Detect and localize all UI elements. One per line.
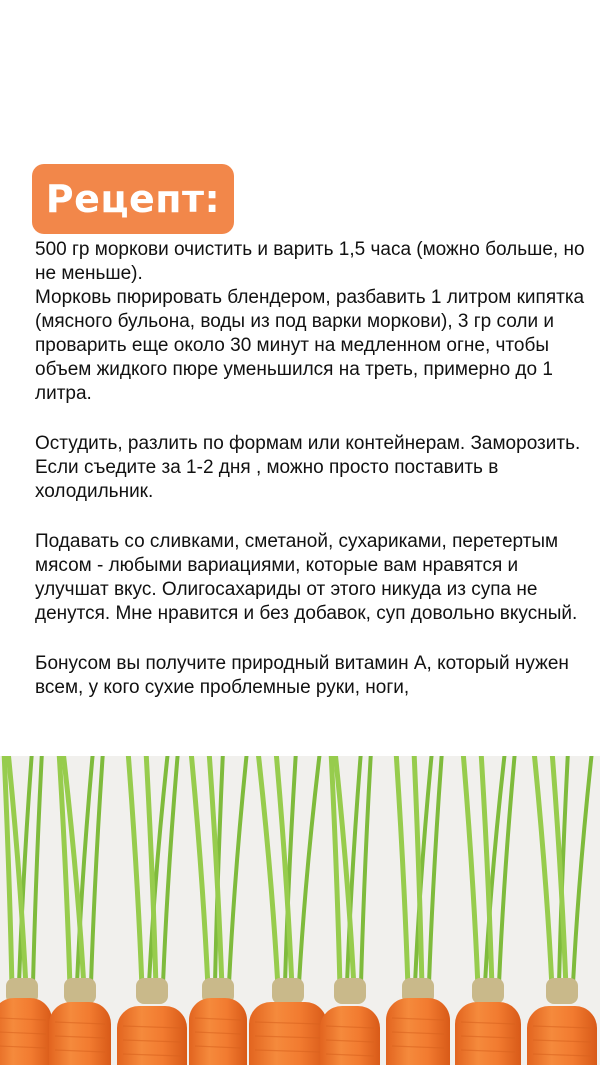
recipe-paragraph-boil: 500 гр моркови очистить и варить 1,5 часа (можно больше, но не меньше). [35,239,585,284]
recipe-badge: Рецепт: [32,164,234,234]
carrot-body [455,1002,521,1065]
carrot-neck [334,978,366,1004]
carrot-body [249,1002,327,1065]
carrots-photo [0,756,600,1065]
recipe-paragraph-fridge: Если съедите за 1-2 дня , можно просто поставить в холодильник. [35,457,499,502]
carrot-neck [472,978,504,1004]
recipe-paragraph-bonus: Бонусом вы получите природный витамин А, который нужен всем, у кого сухие проблемные руки, ноги, [35,653,569,698]
carrot-neck [64,978,96,1004]
carrot-neck [546,978,578,1004]
carrot-body [386,998,450,1065]
recipe-paragraph-serving: Подавать со сливками, сметаной, сухариками, перетертым мясом - любыми вариациями, которые вам нравятся и улучшат вкус. Олигосахариды от этого никуда из супа не денутся. Мне нравится и без добавок, суп довольно вкусный. [35,531,578,624]
recipe-paragraph-blend: Морковь пюрировать блендером, разбавить 1 литром кипятка (мясного бульона, воды из под варки моркови), 3 гр соли и проварить еще около 30 минут на медленном огне, чтобы объем жидкого пюре уменьшился на треть, примерно до 1 литра. [35,287,585,404]
carrot-body [0,998,52,1065]
paragraph-spacer [35,626,595,652]
carrots-illustration [0,756,600,1065]
recipe-text [35,238,595,700]
paragraph-spacer [35,406,595,432]
carrot-neck [272,978,304,1004]
carrot-body [49,1002,111,1065]
recipe-paragraph-freeze: Остудить, разлить по формам или контейнерам. Заморозить. [35,433,581,454]
carrot-body [189,998,247,1065]
paragraph-spacer [35,504,595,530]
carrot-neck [136,978,168,1004]
